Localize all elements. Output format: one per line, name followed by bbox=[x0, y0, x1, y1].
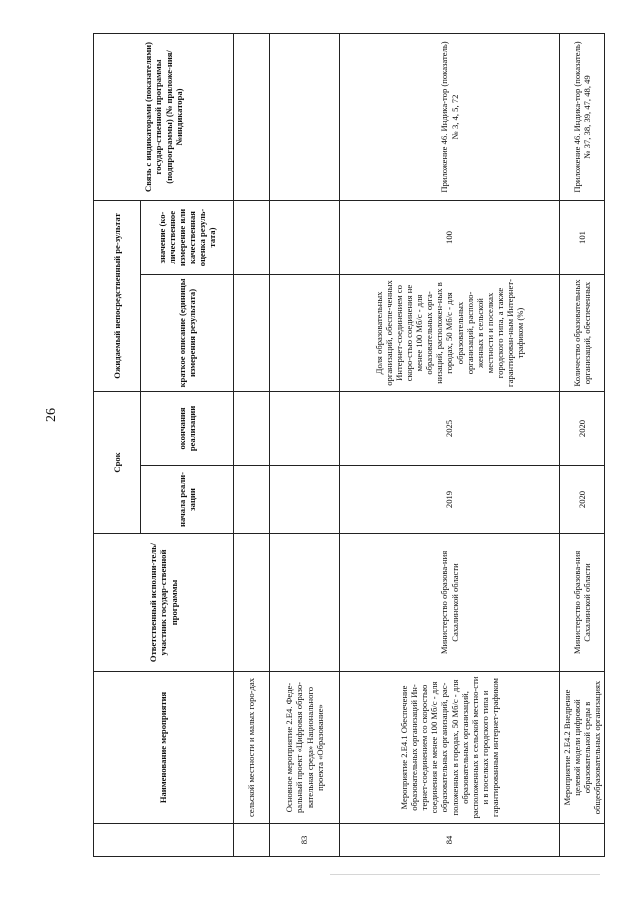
rotated-table-wrapper bbox=[93, 34, 601, 857]
row-value bbox=[270, 200, 340, 274]
header-term-end: окончания реализации bbox=[141, 391, 234, 465]
row-end bbox=[234, 391, 270, 465]
row-start: 2019 bbox=[340, 466, 560, 534]
row-name: Мероприятие 2.Е4.2 Внедрение целевой модели цифровой образовательной среды в общеобразовательных организациях bbox=[560, 672, 605, 824]
row-link: Приложение 46. Индика-тор (показатель) № 37, 38, 39, 47, 48, 49 bbox=[560, 33, 605, 200]
activities-table bbox=[93, 33, 605, 857]
row-desc bbox=[234, 274, 270, 391]
row-start: 2020 bbox=[560, 466, 605, 534]
scan-artifact-line bbox=[330, 874, 600, 875]
row-name: Мероприятие 2.Е4.1 Обеспечение образовательных организаций Ин-тернет-соединением со скоростью соединения не менее 100 Мб/с - для образовательных организаций, рас-положенных в городах, 50 Мб/с - для образовательных организаций, расположенных в сельской местно-сти и в поселках городского типа и гарантированным интернет-трафиком bbox=[340, 672, 560, 824]
row-responsible bbox=[234, 534, 270, 672]
header-row-1 bbox=[94, 33, 141, 856]
row-name: Основное мероприятие 2.Е4. Феде-ральный проект «Цифровая образо-вательная среда» Национального проекта «Образование» bbox=[270, 672, 340, 824]
row-number: 84 bbox=[340, 824, 560, 857]
row-link: Приложение 46. Индика-тор (показатель) № 3, 4, 5, 72 bbox=[340, 33, 560, 200]
header-term: Срок bbox=[94, 391, 141, 533]
row-responsible: Министерство образова-ния Сахалинской области bbox=[340, 534, 560, 672]
row-value bbox=[234, 200, 270, 274]
table-row bbox=[560, 33, 605, 856]
header-num-cell bbox=[94, 824, 234, 857]
header-result: Ожидаемый непосредственный ре-зультат bbox=[94, 200, 141, 391]
row-end: 2025 bbox=[340, 391, 560, 465]
row-desc: Количество образовательных организаций, обеспеченных bbox=[560, 274, 605, 391]
table-row bbox=[270, 33, 340, 856]
row-end: 2020 bbox=[560, 391, 605, 465]
row-responsible bbox=[270, 534, 340, 672]
header-result-value: значение (ко-личественное измерение или качественная оценка резуль-тата) bbox=[141, 200, 234, 274]
row-start bbox=[234, 466, 270, 534]
header-responsible: Ответственный исполни-тель/участник государ-ственной программы bbox=[94, 534, 234, 672]
row-link bbox=[270, 33, 340, 200]
row-desc: Доля образовательных организаций, обеспе-ченных Интернет-соединением со скоро-стью соединения не менее 100 Мб/с - для образовательных орга-низаций, расположен-ных в городах, 50 Мб/с - для образовательных организаций, располо-женных в сельской местности и поселках городского типа, а также гарантирован-ным Интернет-трафиком (%) bbox=[340, 274, 560, 391]
page-content bbox=[93, 34, 601, 857]
row-link bbox=[234, 33, 270, 200]
row-value: 101 bbox=[560, 200, 605, 274]
row-name: сельской местности и малых горо-дах bbox=[234, 672, 270, 824]
row-number: 83 bbox=[270, 824, 340, 857]
row-start bbox=[270, 466, 340, 534]
row-number bbox=[560, 824, 605, 857]
row-desc bbox=[270, 274, 340, 391]
header-link: Связь с индикаторами (показателями) государ-ственной программы (подпрограммы) (№ приложе-ния/№индикатора) bbox=[94, 33, 234, 200]
row-value: 100 bbox=[340, 200, 560, 274]
row-number bbox=[234, 824, 270, 857]
header-name: Наименование мероприятия bbox=[94, 672, 234, 824]
table-row bbox=[234, 33, 270, 856]
header-result-desc: краткое описание (единицы измерения результата) bbox=[141, 274, 234, 391]
page-number: 26 bbox=[44, 408, 59, 422]
row-end bbox=[270, 391, 340, 465]
table-row bbox=[340, 33, 560, 856]
header-term-start: начала реали-зации bbox=[141, 466, 234, 534]
row-responsible: Министерство образова-ния Сахалинской области bbox=[560, 534, 605, 672]
